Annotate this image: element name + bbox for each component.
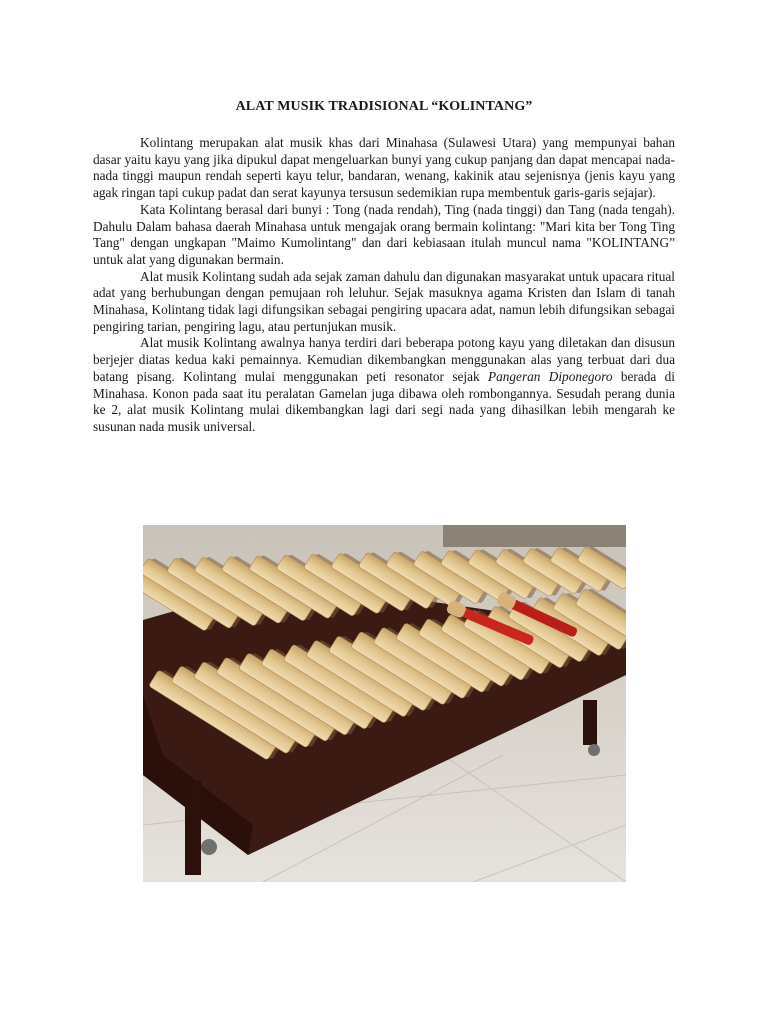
paragraph-4 bbox=[93, 335, 675, 435]
frame-leg-right bbox=[583, 700, 597, 745]
paragraph-4-text-a: Alat musik Kolintang awalnya hanya terdiri dari beberapa potong kayu yang diletakan dan disusun berjejer diatas kedua kaki pemainnya. Kemudian dikembangkan menggunakan alas yang terbuat dari dua batang pisang. Kolintang mulai menggunakan peti resonator sejak bbox=[93, 335, 675, 384]
caster-wheel-left bbox=[201, 839, 217, 855]
document-title: ALAT MUSIK TRADISIONAL “KOLINTANG” bbox=[235, 99, 533, 114]
caster-wheel-right bbox=[588, 744, 600, 756]
document-body bbox=[93, 135, 675, 436]
kolintang-photo bbox=[143, 525, 626, 882]
paragraph-4-italic-name: Pangeran Diponegoro bbox=[487, 368, 613, 384]
paragraph-4-text-b: berada di Minahasa. Konon pada saat itu peralatan Gamelan juga dibawa oleh rombongannya. Sesudah perang dunia ke 2, alat musik Kolintang mulai dikembangkan lagi dari segi nada yang dihasilkan lebih mengarah ke susunan nada musik universal. bbox=[93, 368, 675, 434]
paragraph-1: Kolintang merupakan alat musik khas dari Minahasa (Sulawesi Utara) yang mempunyai bahan dasar yaitu kayu yang jika dipukul dapat mengeluarkan bunyi yang cukup panjang dan dapat mencapai nada-nada tinggi maupun rendah seperti kayu telur, bandaran, wenang, kakinik atau sejenisnya (jenis kayu yang agak ringan tapi cukup padat dan serat kayunya tersusun sedemikian rupa membentuk garis-garis sejajar). bbox=[93, 135, 675, 201]
kolintang-illustration bbox=[143, 525, 626, 882]
frame-leg-left bbox=[185, 780, 201, 875]
paragraph-3: Alat musik Kolintang sudah ada sejak zaman dahulu dan digunakan masyarakat untuk upacara ritual adat yang berhubungan dengan pemujaan roh leluhur. Sejak masuknya agama Kristen dan Islam di tanah Minahasa, Kolintang tidak lagi difungsikan sebagai pengiring upacara adat, namun lebih difungsikan sebagai pengiring tarian, pengiring lagu, atau pertunjukan musik. bbox=[93, 268, 675, 334]
background-shelf bbox=[443, 525, 626, 547]
paragraph-2: Kata Kolintang berasal dari bunyi : Tong (nada rendah), Ting (nada tinggi) dan Tang (nada tengah). Dahulu Dalam bahasa daerah Minahasa untuk mengajak orang bermain kolintang: "Mari kita ber Tong Ting Tang" dengan ungkapan "Maimo Kumolintang" dan dari kebiasaan itulah muncul nama "KOLINTANG” untuk alat yang digunakan bermain. bbox=[93, 201, 675, 267]
